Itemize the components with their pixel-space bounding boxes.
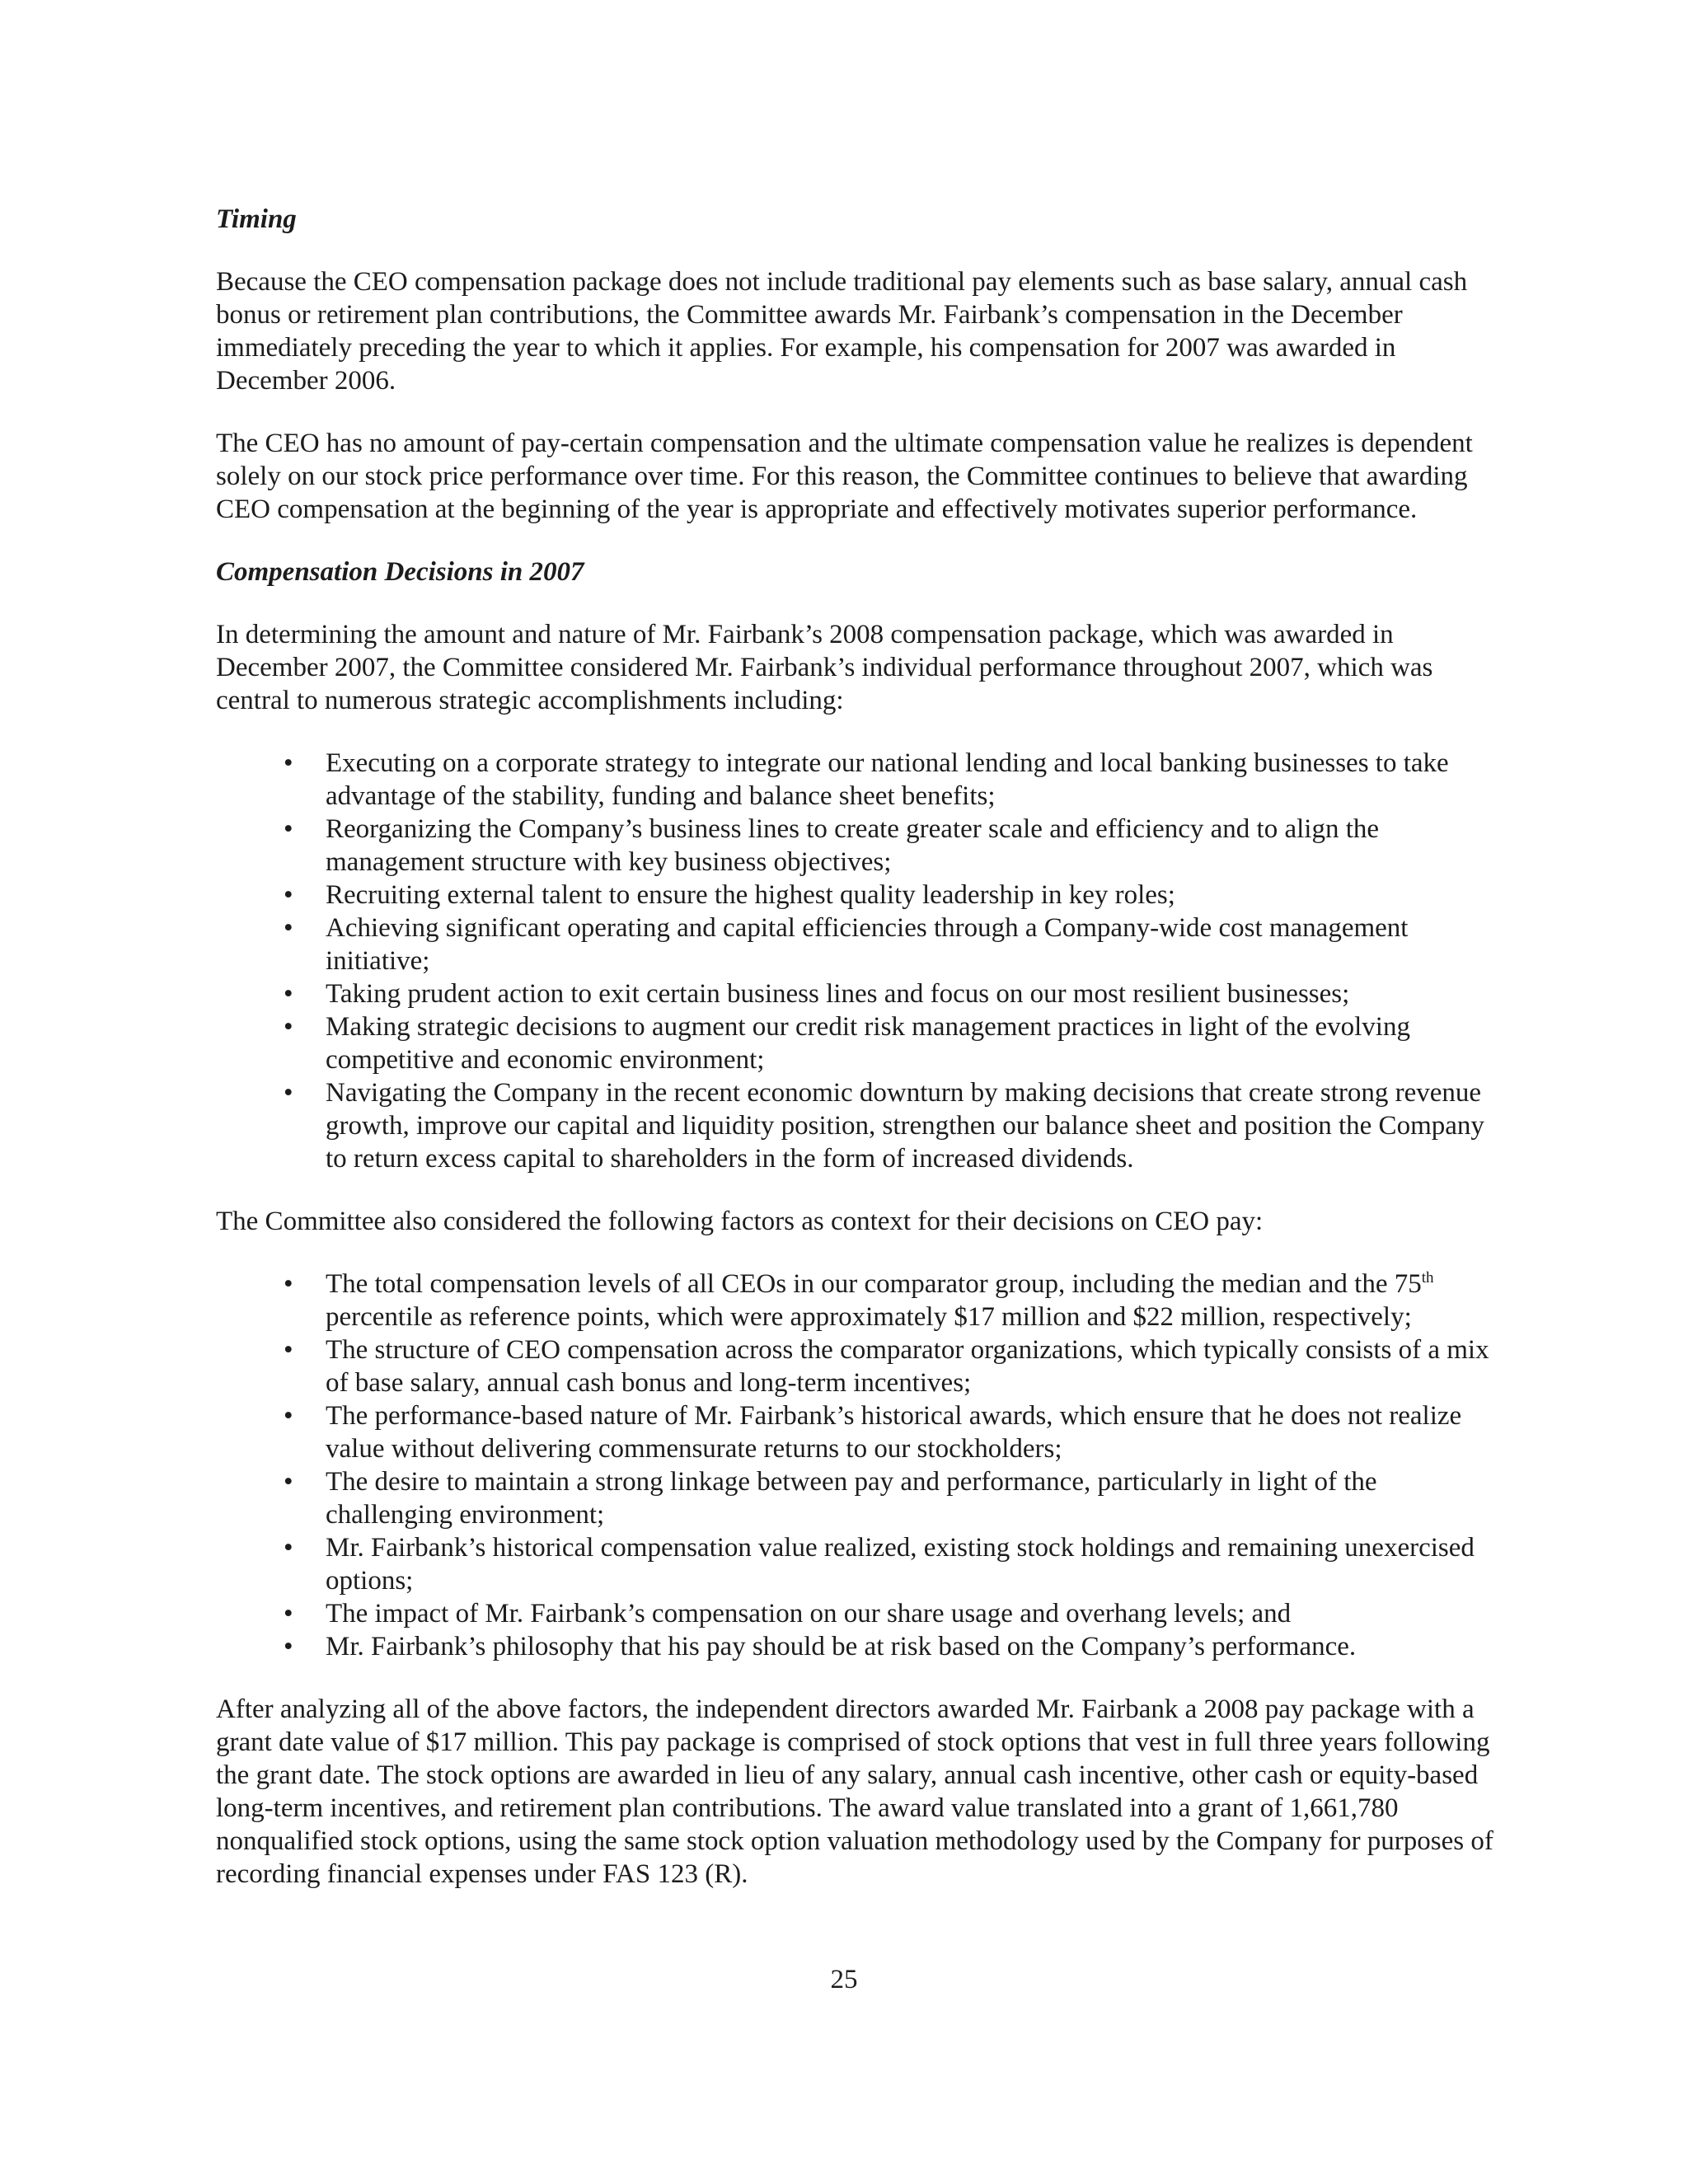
bullet-icon: •	[284, 880, 293, 910]
list-item-text-after-sup: percentile as reference points, which were approximately $17 million and $22 million, respectively;	[326, 1302, 1412, 1332]
list-item-text: The impact of Mr. Fairbank’s compensation on our share usage and overhang levels; and	[326, 1599, 1292, 1629]
conclusion-paragraph: After analyzing all of the above factors, the independent directors awarded Mr. Fairbank a 2008 pay package with a grant date value of $17 million. This pay package is comprised of stock options that vest in full three years following the grant date. The stock options are awarded in lieu of any salary, annual cash incentive, other cash or equity-based long-term incentives, and retirement plan contributions. The award value translated into a grant of 1,661,780 nonqualified stock options, using the same stock option valuation methodology used by the Company for purposes of recording financial expenses under FAS 123 (R).	[216, 1694, 1493, 1889]
decisions-intro-paragraph: In determining the amount and nature of Mr. Fairbank’s 2008 compensation package, which was awarded in December 2007, the Committee considered Mr. Fairbank’s individual performance throughout 2007, which was central to numerous strategic accomplishments including:	[216, 620, 1433, 715]
bullet-icon: •	[284, 1401, 293, 1431]
list-item-text: Achieving significant operating and capital efficiencies through a Company-wide cost management initiative;	[326, 913, 1409, 976]
list-item-text: Mr. Fairbank’s philosophy that his pay should be at risk based on the Company’s performance.	[326, 1632, 1357, 1661]
bullet-icon: •	[284, 1269, 293, 1299]
factors-list	[216, 1268, 1502, 1663]
bullet-icon: •	[284, 979, 293, 1009]
bullet-icon: •	[284, 1012, 293, 1042]
page-number: 25	[830, 1965, 858, 1994]
list-item	[216, 1010, 1502, 1076]
bullet-icon: •	[284, 1599, 293, 1629]
accomplishments-list	[216, 747, 1502, 1175]
bullet-icon: •	[284, 748, 293, 778]
list-item	[216, 813, 1502, 879]
decisions-heading: Compensation Decisions in 2007	[216, 557, 584, 587]
list-item-text: The performance-based nature of Mr. Fairbank’s historical awards, which ensure that he does not realize value without delivering commensurate returns to our stockholders;	[326, 1401, 1462, 1464]
list-item	[216, 1333, 1502, 1399]
bullet-icon: •	[284, 1467, 293, 1497]
list-item	[216, 977, 1502, 1010]
list-item	[216, 912, 1502, 977]
list-item	[216, 1399, 1502, 1465]
list-item	[216, 1076, 1502, 1175]
bullet-icon: •	[284, 1533, 293, 1563]
list-item-text-before-sup: The total compensation levels of all CEOs in our comparator group, including the median and the 75	[326, 1269, 1422, 1299]
list-item	[216, 879, 1502, 912]
list-item-text: Making strategic decisions to augment our credit risk management practices in light of the evolving competitive and economic environment;	[326, 1012, 1410, 1075]
list-item	[216, 1531, 1502, 1597]
list-item	[216, 1268, 1502, 1333]
timing-paragraph-1: Because the CEO compensation package does not include traditional pay elements such as base salary, annual cash bonus or retirement plan contributions, the Committee awards Mr. Fairbank’s compensation in the December immediately preceding the year to which it applies. For example, his compensation for 2007 was awarded in December 2006.	[216, 267, 1468, 396]
bullet-icon: •	[284, 1078, 293, 1108]
list-item-text: Executing on a corporate strategy to integrate our national lending and local banking businesses to take advantage of the stability, funding and balance sheet benefits;	[326, 748, 1449, 811]
bullet-icon: •	[284, 1632, 293, 1661]
list-item-text: Reorganizing the Company’s business lines to create greater scale and efficiency and to align the management structure with key business objectives;	[326, 814, 1380, 877]
bullet-icon: •	[284, 1335, 293, 1365]
bullet-icon: •	[284, 913, 293, 943]
list-item	[216, 747, 1502, 813]
list-item-text: The desire to maintain a strong linkage between pay and performance, particularly in light of the challenging environment;	[326, 1467, 1377, 1530]
list-item-text: The structure of CEO compensation across the comparator organizations, which typically consists of a mix of base salary, annual cash bonus and long-term incentives;	[326, 1335, 1489, 1398]
list-item	[216, 1465, 1502, 1531]
list-item-text: Navigating the Company in the recent economic downturn by making decisions that create strong revenue growth, improve our capital and liquidity position, strengthen our balance sheet and position the Company to return excess capital to shareholders in the form of increased dividends.	[326, 1078, 1484, 1174]
timing-paragraph-2: The CEO has no amount of pay-certain compensation and the ultimate compensation value he realizes is dependent solely on our stock price performance over time. For this reason, the Committee continues to believe that awarding CEO compensation at the beginning of the year is appropriate and effectively motivates superior performance.	[216, 429, 1473, 524]
ordinal-superscript: th	[1421, 1269, 1434, 1286]
document-page	[216, 203, 1502, 1920]
timing-heading: Timing	[216, 204, 297, 234]
list-item-text: Mr. Fairbank’s historical compensation value realized, existing stock holdings and remaining unexercised options;	[326, 1533, 1475, 1596]
list-item-text: Recruiting external talent to ensure the highest quality leadership in key roles;	[326, 880, 1175, 910]
list-item-text: Taking prudent action to exit certain business lines and focus on our most resilient businesses;	[326, 979, 1350, 1009]
bullet-icon: •	[284, 814, 293, 844]
factors-intro-paragraph: The Committee also considered the following factors as context for their decisions on CEO pay:	[216, 1207, 1264, 1236]
list-item	[216, 1597, 1502, 1630]
list-item	[216, 1630, 1502, 1663]
